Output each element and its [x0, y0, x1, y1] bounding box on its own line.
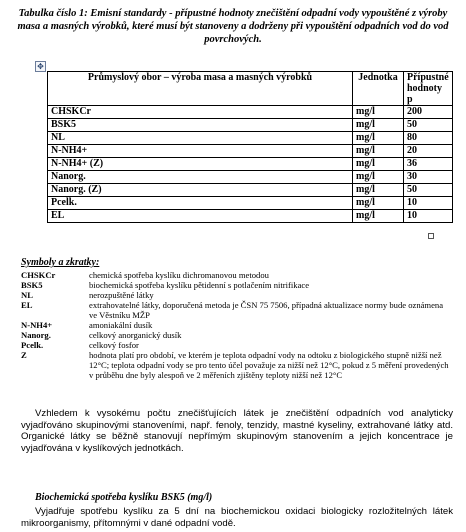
header-category: Průmyslový obor – výroba masa a masných výrobků	[48, 72, 353, 106]
symbol-key: EL	[21, 300, 33, 310]
symbol-description: extrahovatelné látky, doporučená metoda je ČSN 75 7506, případná aktualizace normy bude oznámena ve Věstníku MŽP	[89, 300, 444, 320]
value-cell: 200	[404, 106, 453, 119]
symbol-item	[21, 300, 451, 320]
table-row	[48, 184, 453, 197]
symbol-key: NL	[21, 290, 33, 300]
symbol-key: CHSKCr	[21, 270, 56, 280]
symbol-key: Z	[21, 350, 27, 360]
symbol-key: Nanorg.	[21, 330, 51, 340]
table-row	[48, 106, 453, 119]
symbol-item	[21, 330, 451, 340]
symbol-item	[21, 290, 451, 300]
emission-standards-table	[47, 71, 453, 223]
table-caption: Tabulka číslo 1: Emisní standardy - přípustné hodnoty znečištění odpadní vody vypouštěné z výroby masa a masných výrobků, které musí být stanoveny a dodrženy při vypouštění odpadních vod do vod povrchových.	[17, 8, 449, 45]
unit-cell: mg/l	[353, 119, 404, 132]
symbol-item	[21, 320, 451, 330]
unit-cell: mg/l	[353, 171, 404, 184]
table-row	[48, 145, 453, 158]
param-cell: Nanorg. (Z)	[48, 184, 353, 197]
symbol-item	[21, 350, 451, 380]
symbol-key: N-NH4+	[21, 320, 53, 330]
symbol-description: hodnota platí pro období, ve kterém je teplota odpadní vody na odtoku z biologického stupně nižší než 12°C; teplota odpadní vody se pro tento účel považuje za nižší než 12°C, pokud z 5 měření provedených v průběhu dne byly alespoň ve 2 měřeních zjištěny teploty nižší než 12°C	[89, 350, 449, 380]
table-resize-handle[interactable]	[428, 233, 434, 239]
symbol-description: chemická spotřeba kyslíku dichromanovou metodou	[89, 270, 269, 280]
table-header-row	[48, 72, 453, 106]
unit-cell: mg/l	[353, 132, 404, 145]
param-cell: N-NH4+ (Z)	[48, 158, 353, 171]
unit-cell: mg/l	[353, 184, 404, 197]
unit-cell: mg/l	[353, 197, 404, 210]
table-row	[48, 119, 453, 132]
symbol-item	[21, 280, 451, 290]
header-unit: Jednotka	[353, 72, 404, 106]
table-row	[48, 158, 453, 171]
value-cell: 30	[404, 171, 453, 184]
value-cell: 10	[404, 197, 453, 210]
param-cell: Nanorg.	[48, 171, 353, 184]
value-cell: 10	[404, 210, 453, 223]
table-row	[48, 132, 453, 145]
symbol-description: amoniakální dusík	[89, 320, 153, 330]
symbols-title: Symboly a zkratky:	[21, 257, 100, 268]
value-cell: 36	[404, 158, 453, 171]
symbol-key: BSK5	[21, 280, 43, 290]
symbol-description: biochemická spotřeba kyslíku pětidenní s potlačením nitrifikace	[89, 280, 310, 290]
param-cell: N-NH4+	[48, 145, 353, 158]
value-cell: 50	[404, 119, 453, 132]
value-cell: 50	[404, 184, 453, 197]
unit-cell: mg/l	[353, 145, 404, 158]
param-cell: EL	[48, 210, 353, 223]
symbol-description: nerozpuštěné látky	[89, 290, 154, 300]
paragraph-bsk5: Vyjadřuje spotřebu kyslíku za 5 dní na biochemickou oxidaci biologicky rozložitelných látek mikroorganismy, přítomnými v dané odpadní vodě.	[21, 506, 453, 529]
symbol-item	[21, 270, 451, 280]
unit-cell: mg/l	[353, 106, 404, 119]
unit-cell: mg/l	[353, 210, 404, 223]
symbol-key: Pcelk.	[21, 340, 44, 350]
value-cell: 20	[404, 145, 453, 158]
table-row	[48, 210, 453, 223]
symbol-description: celkový anorganický dusík	[89, 330, 182, 340]
symbols-list	[21, 270, 451, 380]
table-row	[48, 197, 453, 210]
symbol-item	[21, 340, 451, 350]
symbol-description: celkový fosfor	[89, 340, 139, 350]
unit-cell: mg/l	[353, 158, 404, 171]
table-move-handle-icon[interactable]: ✥	[35, 61, 46, 72]
section-heading-bsk5: Biochemická spotřeba kyslíku BSK5 (mg/l)	[35, 492, 213, 503]
value-cell: 80	[404, 132, 453, 145]
param-cell: CHSKCr	[48, 106, 353, 119]
param-cell: BSK5	[48, 119, 353, 132]
header-limit: Přípustné hodnoty p	[404, 72, 453, 106]
param-cell: Pcelk.	[48, 197, 353, 210]
table-row	[48, 171, 453, 184]
paragraph-intro: Vzhledem k vysokému počtu znečišťujících látek je znečištění odpadních vod analyticky vyjadřováno skupinovými stanoveními, např. fenoly, tenzidy, mastné kyseliny, extrahované látky atd. Organické látky se běžně stanovují nepřímým skupinovým stanovením a jejich koncentrace je vyjadřována v kyslíkových jednotkách.	[21, 408, 453, 454]
param-cell: NL	[48, 132, 353, 145]
